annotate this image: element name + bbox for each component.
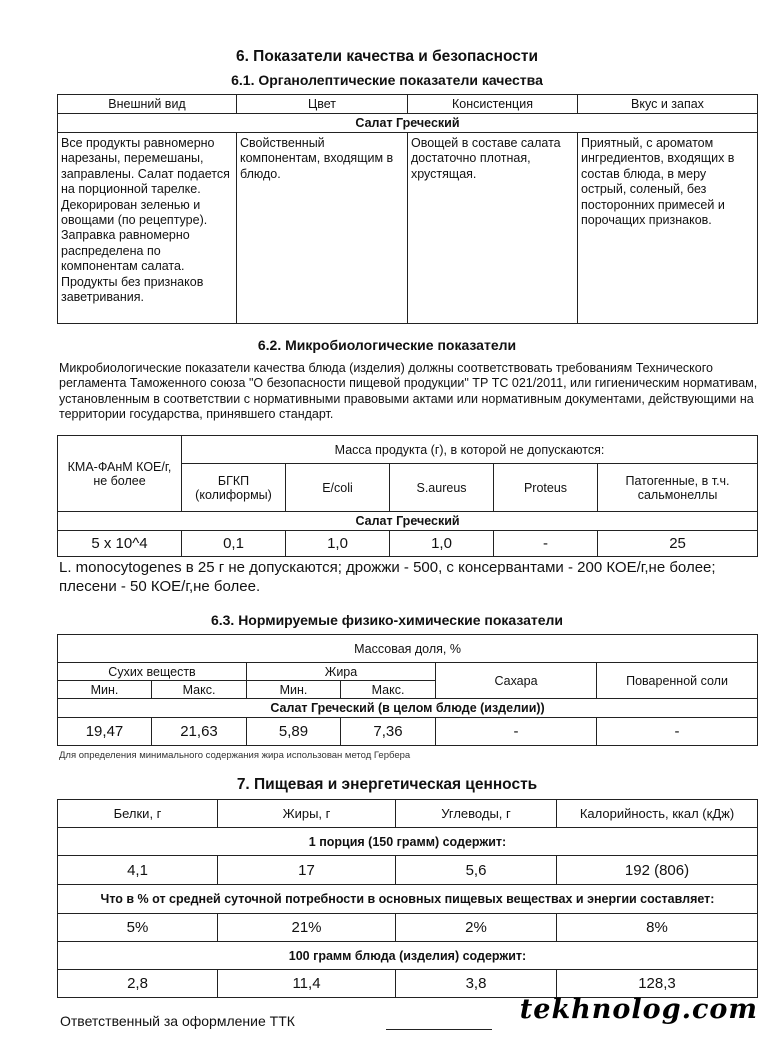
- mass-fraction-header: Массовая доля, %: [58, 635, 758, 663]
- phys-value: -: [436, 718, 597, 746]
- micro-value: 1,0: [286, 531, 390, 557]
- phys-dish-name: Салат Греческий (в целом блюде (изделии)): [58, 699, 758, 718]
- micro-footnote: L. monocytogenes в 25 г не допускаются; дрожжи - 500, с консервантами - 200 КОЕ/г,не более; плесени - 50 КОЕ/г,не более.: [59, 559, 716, 595]
- phys-value: -: [597, 718, 758, 746]
- appearance-text: Все продукты равномерно нарезаны, перемешаны, заправлены. Салат подается на порционной тарелке. Декорирован зеленью и овощами (по рецептуре). Заправка равномерно распределена по компонентам салата. Продукты без признаков заветривания.: [58, 133, 237, 324]
- micro-paragraph: Микробиологические показатели качества блюда (изделия) должны соответствовать требованиям Технического регламента Таможенного союза "О безопасности пищевой продукции" ТР ТС 021/2011, или гигиеническим нормативам, установленным в соответствии с нормативными правовыми актами или нормативным документами, действующими на территории государства, принявшего стандарт.: [59, 361, 758, 421]
- per-100g-value: 11,4: [218, 970, 396, 998]
- consistency-text: Овощей в составе салата достаточно плотная, хрустящая.: [408, 133, 578, 324]
- col-consistency: Консистенция: [408, 95, 578, 114]
- organoleptic-table: [57, 94, 758, 324]
- pct-value: 2%: [396, 914, 557, 942]
- per-100g-value: 3,8: [396, 970, 557, 998]
- per-100g-label: 100 грамм блюда (изделия) содержит:: [58, 942, 758, 970]
- site-logo: tekhnolog.com: [519, 994, 758, 1025]
- portion-value: 192 (806): [557, 856, 758, 885]
- section-6-2-title: 6.2. Микробиологические показатели: [257, 337, 517, 353]
- kma-header: КМА-ФАнМ КОЕ/г, не более: [58, 436, 182, 512]
- col-appearance: Внешний вид: [58, 95, 237, 114]
- micro-value: 5 x 10^4: [58, 531, 182, 557]
- pct-value: 5%: [58, 914, 218, 942]
- portion-value: 17: [218, 856, 396, 885]
- col-fat: Жиры, г: [218, 800, 396, 828]
- col-saureus: S.aureus: [390, 464, 494, 512]
- per-100g-value: 128,3: [557, 970, 758, 998]
- micro-value: 0,1: [182, 531, 286, 557]
- col-color: Цвет: [237, 95, 408, 114]
- phys-table: [57, 634, 758, 746]
- col-ecoli: E/coli: [286, 464, 390, 512]
- col-calories: Калорийность, ккал (кДж): [557, 800, 758, 828]
- col-proteus: Proteus: [494, 464, 598, 512]
- taste-text: Приятный, с ароматом ингредиентов, входящих в состав блюда, в меру острый, соленый, без посторонних примесей и порочащих признаков.: [578, 133, 758, 324]
- col-taste: Вкус и запах: [578, 95, 758, 114]
- section-6-1-title: 6.1. Органолептические показатели качества: [231, 72, 543, 88]
- col-pathogens: Патогенные, в т.ч. сальмонеллы: [598, 464, 758, 512]
- fat-header: Жира: [247, 663, 436, 681]
- col-protein: Белки, г: [58, 800, 218, 828]
- max-header: Макс.: [152, 681, 247, 699]
- section-7-title: 7. Пищевая и энергетическая ценность: [236, 776, 538, 793]
- portion-value: 4,1: [58, 856, 218, 885]
- section-6-3-title: 6.3. Нормируемые физико-химические показатели: [210, 612, 564, 628]
- col-bgkp: БГКП (колиформы): [182, 464, 286, 512]
- phys-value: 21,63: [152, 718, 247, 746]
- mass-header: Масса продукта (г), в которой не допускаются:: [182, 436, 758, 464]
- nutrition-table: [57, 799, 758, 998]
- col-carbs: Углеводы, г: [396, 800, 557, 828]
- micro-dish-name: Салат Греческий: [58, 512, 758, 531]
- phys-note: Для определения минимального содержания жира использован метод Гербера: [59, 750, 411, 761]
- sugar-header: Сахара: [436, 663, 597, 699]
- phys-value: 19,47: [58, 718, 152, 746]
- portion-label: 1 порция (150 грамм) содержит:: [58, 828, 758, 856]
- micro-value: 25: [598, 531, 758, 557]
- min-header: Мин.: [247, 681, 341, 699]
- micro-table: [57, 435, 758, 557]
- color-text: Свойственный компонентам, входящим в блюдо.: [237, 133, 408, 324]
- min-header: Мин.: [58, 681, 152, 699]
- portion-value: 5,6: [396, 856, 557, 885]
- daily-pct-label: Что в % от средней суточной потребности в основных пищевых веществах и энергии составляет:: [58, 885, 758, 914]
- phys-value: 7,36: [341, 718, 436, 746]
- per-100g-value: 2,8: [58, 970, 218, 998]
- section-6-title: 6. Показатели качества и безопасности: [235, 48, 539, 65]
- dish-name: Салат Греческий: [58, 114, 758, 133]
- pct-value: 21%: [218, 914, 396, 942]
- max-header: Макс.: [341, 681, 436, 699]
- dry-matter-header: Сухих веществ: [58, 663, 247, 681]
- salt-header: Поваренной соли: [597, 663, 758, 699]
- signature-line: [386, 1029, 492, 1030]
- phys-value: 5,89: [247, 718, 341, 746]
- micro-value: -: [494, 531, 598, 557]
- pct-value: 8%: [557, 914, 758, 942]
- micro-value: 1,0: [390, 531, 494, 557]
- responsible-label: Ответственный за оформление ТТК: [60, 1013, 295, 1029]
